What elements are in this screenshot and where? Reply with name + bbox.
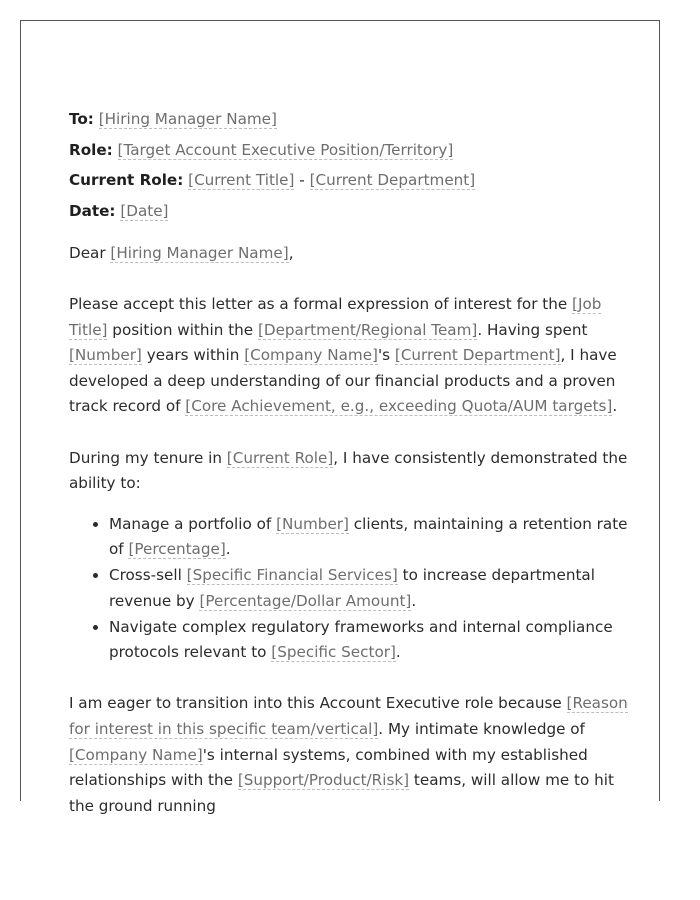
p2-text-1: During my tenure in bbox=[69, 448, 227, 467]
paragraph-intro bbox=[69, 292, 629, 420]
letter-page bbox=[20, 20, 660, 815]
date-placeholder[interactable]: [Date] bbox=[120, 201, 169, 220]
b2-text-2: to increase departmental revenue by bbox=[109, 566, 595, 610]
retention-percentage-placeholder[interactable]: [Percentage] bbox=[128, 540, 226, 559]
salutation-suffix: , bbox=[288, 244, 294, 262]
current-department-placeholder[interactable]: [Current Department] bbox=[309, 171, 476, 189]
date-line bbox=[69, 196, 629, 227]
job-title-placeholder[interactable]: [Job Title] bbox=[69, 295, 602, 339]
p3-text-4: teams, will allow me to hit the ground running bbox=[69, 771, 614, 815]
letter-content bbox=[69, 104, 629, 819]
salutation-name-placeholder[interactable]: [Hiring Manager Name] bbox=[110, 244, 289, 262]
b3-text-1: Navigate complex regulatory frameworks and internal compliance protocols relevant to bbox=[109, 617, 613, 662]
current-department-placeholder-2[interactable]: [Current Department] bbox=[394, 346, 561, 365]
list-item-regulatory bbox=[109, 615, 629, 666]
b1-text-3: . bbox=[225, 540, 231, 559]
salutation-prefix: Dear bbox=[69, 244, 111, 262]
p3-text-3: 's internal systems, combined with my established relationships with the bbox=[69, 745, 588, 790]
role-placeholder[interactable]: [Target Account Executive Position/Territory] bbox=[117, 140, 454, 159]
to-label: To: bbox=[69, 110, 94, 128]
p3-text-2: . My intimate knowledge of bbox=[378, 720, 585, 739]
revenue-amount-placeholder[interactable]: [Percentage/Dollar Amount] bbox=[199, 591, 412, 610]
list-item-portfolio bbox=[109, 512, 629, 563]
financial-services-placeholder[interactable]: [Specific Financial Services] bbox=[186, 566, 398, 585]
role-label: Role: bbox=[69, 140, 113, 159]
p1-text-1: Please accept this letter as a formal expression of interest for the bbox=[69, 295, 573, 314]
p1-text-4: years within bbox=[141, 346, 245, 365]
p2-text-2: , I have consistently demonstrated the ability to: bbox=[69, 448, 628, 493]
p1-text-3: . Having spent bbox=[477, 320, 588, 339]
teams-placeholder[interactable]: [Support/Product/Risk] bbox=[237, 771, 410, 790]
paragraph-motivation bbox=[69, 691, 629, 819]
role-line bbox=[69, 135, 629, 166]
years-number-placeholder[interactable]: [Number] bbox=[69, 346, 142, 365]
clients-number-placeholder[interactable]: [Number] bbox=[276, 514, 349, 533]
current-role-placeholder[interactable]: [Current Role] bbox=[226, 448, 334, 467]
p1-text-6: , I have developed a deep understanding of our financial products and a proven track record of bbox=[69, 346, 617, 416]
current-role-line bbox=[69, 165, 629, 196]
current-role-label: Current Role: bbox=[69, 171, 184, 189]
p1-text-2: position within the bbox=[107, 320, 258, 339]
current-title-placeholder[interactable]: [Current Title] bbox=[188, 171, 295, 189]
p1-text-7: . bbox=[612, 397, 618, 416]
company-name-placeholder[interactable]: [Company Name] bbox=[244, 346, 378, 365]
to-placeholder[interactable]: [Hiring Manager Name] bbox=[98, 110, 277, 128]
abilities-list bbox=[69, 512, 629, 666]
dash-separator: - bbox=[294, 171, 310, 189]
b2-text-3: . bbox=[411, 591, 417, 610]
core-achievement-placeholder[interactable]: [Core Achievement, e.g., exceeding Quota/AUM targets] bbox=[185, 397, 613, 416]
salutation bbox=[69, 241, 629, 267]
list-item-cross-sell bbox=[109, 563, 629, 614]
p3-text-1: I am eager to transition into this Account Executive role because bbox=[69, 694, 567, 713]
department-placeholder[interactable]: [Department/Regional Team] bbox=[257, 320, 478, 339]
specific-sector-placeholder[interactable]: [Specific Sector] bbox=[271, 643, 396, 662]
b1-text-1: Manage a portfolio of bbox=[109, 514, 277, 533]
paragraph-tenure bbox=[69, 446, 629, 497]
to-line bbox=[69, 104, 629, 135]
date-label: Date: bbox=[69, 201, 116, 220]
b2-text-1: Cross-sell bbox=[109, 566, 187, 585]
p1-text-5: 's bbox=[377, 346, 395, 365]
b3-text-2: . bbox=[395, 643, 401, 662]
company-name-placeholder-2[interactable]: [Company Name] bbox=[69, 745, 203, 764]
reason-placeholder[interactable]: [Reason for interest in this specific team/vertical] bbox=[69, 694, 628, 739]
b1-text-2: clients, maintaining a retention rate of bbox=[109, 514, 628, 559]
